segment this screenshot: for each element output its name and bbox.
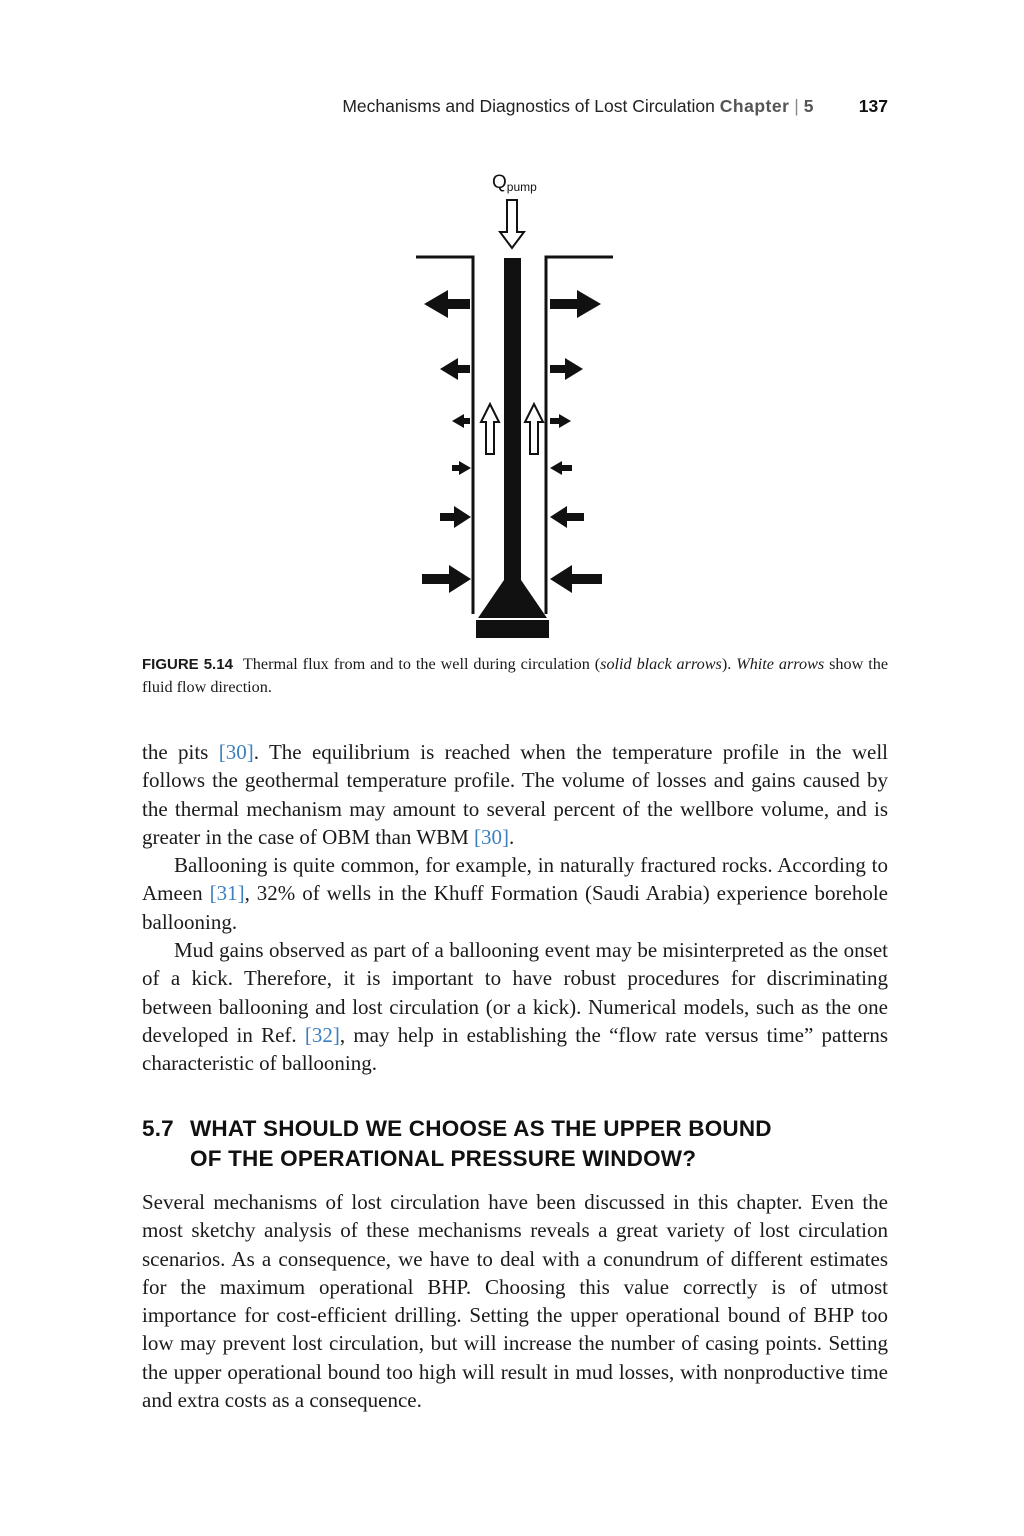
paragraph-1 <box>142 738 888 851</box>
well-bottom <box>476 620 549 638</box>
chapter-label: Chapter <box>719 96 790 116</box>
heat-gain-arrow-right-1-icon <box>550 461 572 475</box>
heat-gain-arrow-left-3-icon <box>422 565 471 593</box>
body-text-upper <box>142 738 888 1078</box>
figure-label: FIGURE 5.14 <box>142 656 233 673</box>
paragraph-section-5-7: Several mechanisms of lost circulation have been discussed in this chapter. Even the most sketchy analysis of these mechanisms reveals a great variety of lost circulation scenarios. As a consequence, we have to deal with a conundrum of different estimates for the maximum operational BHP. Choosing this value correctly is of utmost importance for cost-efficient drilling. Setting the upper operational bound of BHP too low may prevent lost circulation, but will increase the number of casing points. Setting the upper operational bound too high will result in mud losses, with nonproductive time and extra costs as a consequence. <box>142 1190 888 1413</box>
heat-gain-arrow-right-3-icon <box>550 565 602 593</box>
paragraph-2 <box>142 851 888 936</box>
citation-link[interactable]: [31] <box>209 881 245 906</box>
section-title-line-2: OF THE OPERATIONAL PRESSURE WINDOW? <box>190 1146 697 1171</box>
paragraph-3 <box>142 936 888 1077</box>
body-text-lower <box>142 1188 888 1414</box>
heat-loss-arrow-left-1-icon <box>424 290 470 318</box>
drill-string <box>504 258 521 588</box>
drill-bit <box>478 580 547 618</box>
section-heading <box>142 1114 888 1174</box>
figure-caption <box>142 653 888 699</box>
heat-loss-arrow-right-1-icon <box>550 290 601 318</box>
caption-text-2: ). <box>721 655 737 673</box>
p1-text-2: . The equilibrium is reached when the temperature profile in the well follows the geothermal temperature profile. The volume of losses and gains caused by the thermal mechanism may amount to several percent of the wellbore volume, and is greater in the case of OBM than WBM <box>142 740 888 849</box>
citation-link[interactable]: [32] <box>304 1022 340 1047</box>
chapter-number: 5 <box>803 96 814 116</box>
p1-text-1: the pits <box>142 740 219 764</box>
book-title: Mechanisms and Diagnostics of Lost Circulation <box>342 96 715 116</box>
annulus-flow-arrow-left-icon <box>481 404 499 454</box>
heat-gain-arrow-right-2-icon <box>550 506 584 528</box>
heat-gain-arrow-left-1-icon <box>452 461 471 475</box>
citation-link[interactable]: [30] <box>218 740 254 764</box>
qpump-label: Qpump <box>492 172 537 194</box>
header-separator: | <box>794 96 799 116</box>
figure-5-14 <box>400 160 640 650</box>
annulus-flow-arrow-right-icon <box>525 404 543 454</box>
pump-inflow-arrow-icon <box>500 200 524 248</box>
p1-text-3: . <box>509 824 515 849</box>
caption-italic-2: White arrows <box>736 655 825 673</box>
p3-text-1: Mud gains observed as part of a ballooning event may be misinterpreted as the onset of a kick. Therefore, it is important to have robust procedures for discriminating between ballooning and lost circulation (or a kick). Numerical models, such as the one developed in Ref. <box>142 938 888 1047</box>
caption-italic-1: solid black arrows <box>600 655 722 673</box>
heat-loss-arrow-left-3-icon <box>452 414 470 428</box>
heat-loss-arrow-left-2-icon <box>440 358 470 380</box>
heat-loss-arrow-right-3-icon <box>550 414 571 428</box>
running-head <box>142 96 888 117</box>
heat-loss-arrow-right-2-icon <box>550 358 583 380</box>
caption-text-1: Thermal flux from and to the well during circulation ( <box>242 655 601 673</box>
heat-gain-arrow-left-2-icon <box>440 506 471 528</box>
caption-text-3: show the fluid flow direction. <box>142 655 889 696</box>
p2-text-2: , 32% of wells in the Khuff Formation (Saudi Arabia) experience borehole ballooning. <box>142 881 888 934</box>
page-number: 137 <box>858 96 888 116</box>
p2-text-1: Ballooning is quite common, for example, in naturally fractured rocks. According to Ameen <box>142 853 888 906</box>
p3-text-2: , may help in establishing the “flow rate versus time” patterns characteristic of ballooning. <box>142 1022 889 1076</box>
section-title-line-1: WHAT SHOULD WE CHOOSE AS THE UPPER BOUND <box>190 1116 772 1141</box>
citation-link[interactable]: [30] <box>474 824 510 849</box>
wellbore-diagram <box>400 160 640 650</box>
section-number: 5.7 <box>142 1116 174 1141</box>
